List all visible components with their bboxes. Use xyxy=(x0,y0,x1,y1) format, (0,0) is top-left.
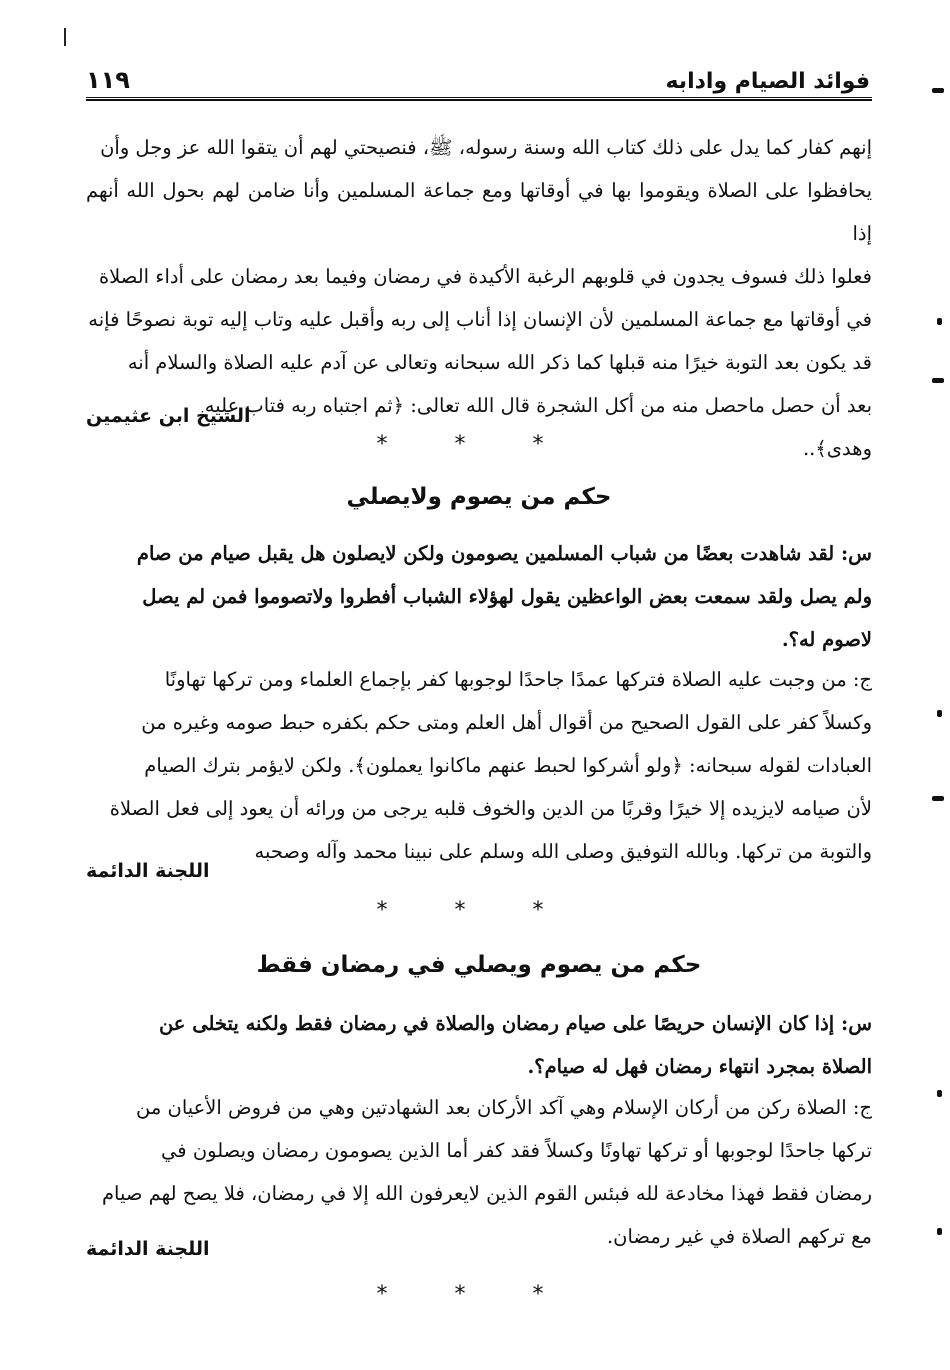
paragraph-line: في أوقاتها مع جماعة المسلمين لأن الإنسان إذا أناب إلى ربه وأقبل عليه وتاب إليه توبة نصوحًا فإنه xyxy=(88,308,872,331)
question-line: س: إذا كان الإنسان حريصًا على صيام رمضان والصلاة في رمضان فقط ولكنه يتخلى عن xyxy=(158,1012,872,1035)
section-separator: * * * xyxy=(376,1282,574,1307)
section-title: حكم من يصوم ولايصلي xyxy=(346,484,612,510)
margin-mark xyxy=(937,1090,942,1097)
margin-mark xyxy=(932,378,944,383)
question-paragraph xyxy=(86,532,872,661)
book-title: فوائد الصيام وادابه xyxy=(665,69,870,94)
question-line: الصلاة بمجرد انتهاء رمضان فهل له صيام؟. xyxy=(527,1055,872,1078)
margin-mark xyxy=(932,88,944,93)
margin-mark xyxy=(937,1228,942,1235)
answer-line: رمضان فقط فهذا مخادعة لله فبئس القوم الذين لايعرفون الله إلا في رمضان، فلا يصح لهم صيام xyxy=(101,1182,872,1205)
signature: اللجنة الدائمة xyxy=(86,1238,210,1260)
answer-line: لأن صيامه لايزيده إلا خيرًا وقربًا من الدين والخوف قلبه يرجى من ورائه أن يعود إلى فعل الصلاة xyxy=(109,797,872,820)
question-line: ولم يصل ولقد سمعت بعض الواعظين يقول لهؤلاء الشباب أفطروا ولاتصوموا فمن لم يصل xyxy=(142,585,872,608)
margin-mark xyxy=(937,710,942,717)
answer-line: مع تركهم الصلاة في غير رمضان. xyxy=(606,1225,872,1248)
header-rule xyxy=(86,97,872,101)
answer-line: ج: الصلاة ركن من أركان الإسلام وهي آكد الأركان بعد الشهادتين وهي من فروض الأعيان من xyxy=(136,1096,872,1119)
question-line: لاصوم له؟. xyxy=(781,628,872,651)
paragraph-line: يحافظوا على الصلاة ويقوموا بها في أوقاتها ومع جماعة المسلمين وأنا ضامن لهم بحول الله أنهم إذا xyxy=(86,179,872,245)
answer-line: العبادات لقوله سبحانه: ﴿ولو أشركوا لحبط عنهم ماكانوا يعملون﴾. ولكن لايؤمر بترك الصيام xyxy=(144,754,872,777)
page-number: ١١٩ xyxy=(86,66,130,94)
paragraph-line: إنهم كفار كما يدل على ذلك كتاب الله وسنة رسوله، ﷺ، فنصيحتي لهم أن يتقوا الله عز وجل وأن xyxy=(100,136,872,159)
section-separator: * * * xyxy=(376,432,574,457)
answer-line: والتوبة من تركها. وبالله التوفيق وصلى الله وسلم على نبينا محمد وآله وصحبه xyxy=(254,840,872,863)
paragraph-line: قد يكون بعد التوبة خيرًا منه قبلها كما ذكر الله سبحانه وتعالى عن آدم عليه الصلاة والسلام أنه xyxy=(127,351,872,374)
answer-paragraph xyxy=(86,658,872,873)
answer-line: وكسلاً كفر على القول الصحيح من أقوال أهل العلم ومتى حكم بكفره حبط صومه وغيره من xyxy=(141,711,872,734)
answer-line: ج: من وجبت عليه الصلاة فتركها عمدًا جاحدًا لوجوبها كفر بإجماع العلماء ومن تركها تهاونًا xyxy=(164,668,872,691)
scan-mark xyxy=(64,28,66,46)
question-paragraph xyxy=(86,1002,872,1088)
signature: الشيخ ابن عثيمين xyxy=(86,405,251,427)
paragraph-line: بعد أن حصل ماحصل منه من أكل الشجرة قال الله تعالى: ﴿ثم اجتباه ربه فتاب عليه xyxy=(204,394,872,417)
paragraph-line: فعلوا ذلك فسوف يجدون في قلوبهم الرغبة الأكيدة في رمضان وفيما بعد رمضان على أداء الصلاة xyxy=(98,265,872,288)
answer-paragraph xyxy=(86,1086,872,1258)
section-title: حكم من يصوم ويصلي في رمضان فقط xyxy=(256,952,702,978)
margin-mark xyxy=(937,318,942,325)
margin-mark xyxy=(932,796,944,801)
page-header xyxy=(86,58,870,94)
section-separator: * * * xyxy=(376,898,574,923)
signature: اللجنة الدائمة xyxy=(86,860,210,882)
paragraph-line: وهدى﴾.. xyxy=(802,437,872,460)
question-line: س: لقد شاهدت بعضًا من شباب المسلمين يصومون ولكن لايصلون هل يقبل صيام من صام xyxy=(136,542,872,565)
answer-line: تركها جاحدًا لوجوبها أو تركها تهاونًا وكسلاً فقد كفر أما الذين يصومون رمضان ويصلون في xyxy=(161,1139,872,1162)
